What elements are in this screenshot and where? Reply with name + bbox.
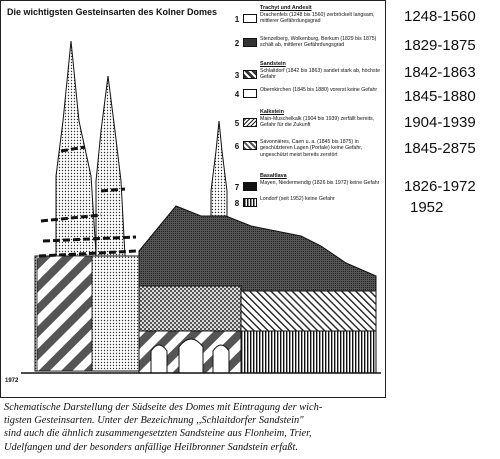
annotation-4: 1845-1880 (404, 88, 476, 105)
swatch-black (243, 182, 257, 191)
legend-heading-basaltlava: Basaltlava (260, 173, 287, 179)
legend-item-1 (233, 12, 385, 38)
caption-line: Schematische Darstellung der Südseite des Domes mit Eintragung der wich- (4, 402, 323, 413)
figure-title: Die wichtigsten Gesteinsarten des Kolner Domes (7, 7, 218, 17)
annotation-1: 1248-1560 (404, 8, 476, 25)
lower-choir (241, 331, 376, 373)
legend-number: 7 (234, 183, 240, 192)
annotation-6: 1845-2875 (404, 140, 476, 157)
caption-line: tigsten Gesteinsarten. Unter der Bezeichnung ,,Schlaitdorfer Sandstein" (4, 415, 304, 427)
annotation-8: 1952 (410, 199, 444, 216)
annotation-7: 1826-1972 (404, 178, 476, 195)
legend-number: 1 (234, 15, 240, 24)
legend-text: Main-Muschelkalk (1904 bis 1939) zerfällt bereits, Gefahr für die Zukunft (260, 116, 375, 129)
annotation-3: 1842-1863 (404, 64, 476, 81)
legend-heading-trachyt: Trachyt und Andesit (260, 5, 312, 11)
swatch-blank (243, 89, 257, 98)
legend-item-4 (233, 87, 385, 113)
legend-number: 6 (234, 142, 240, 151)
legend-item-8 (233, 196, 385, 222)
legend-text: Londorf (seit 1952) keine Gefahr (260, 196, 335, 202)
swatch-vertical (243, 198, 257, 207)
figure-caption (4, 401, 498, 454)
legend-item-6 (233, 139, 385, 165)
swatch-diagonal (243, 141, 257, 150)
legend-heading-kalkstein: Kalkstein (260, 109, 284, 115)
caption-line: sind auch die ähnlich zusammengesetzten Sandsteine aus Flonheim, Trier, (4, 428, 312, 440)
caption-line: Udelfangen und der besonders anfällige Heilbronner Sandstein erfaßt. (4, 441, 298, 453)
nave-wall (139, 286, 241, 336)
legend-number: 3 (234, 71, 240, 80)
legend-number: 2 (234, 39, 240, 48)
swatch-dense (243, 38, 257, 47)
legend-text: Drachenfels (1248 bis 1560) zerbröckelt langsam, mittlerer Gefährdungsgrad (260, 12, 375, 25)
legend-number: 8 (234, 199, 240, 208)
year-mark: 1972 (5, 378, 19, 384)
annotation-2: 1829-1875 (404, 37, 476, 54)
annotation-5: 1904-1939 (404, 114, 476, 131)
legend-text: Mayen, Niedermendig (1826 bis 1972) keine Gefahr (260, 180, 380, 186)
swatch-hatch (243, 70, 257, 79)
tower-lower-diagonal (37, 256, 92, 371)
legend-number: 4 (234, 90, 240, 99)
swatch-thin-lines (243, 118, 257, 127)
swatch-dots (243, 14, 257, 23)
legend-text: Schlaitdorf (1842 bis 1863) sandet stark ab, höchste Gefahr (260, 68, 380, 81)
legend-number: 5 (234, 119, 240, 128)
legend-heading-sandstein: Sandstein (260, 61, 286, 67)
choir-wall (241, 291, 376, 331)
legend-item-2 (233, 36, 385, 62)
legend-text: Obernkirchen (1845 bis 1880) vorerst keine Gefahr (260, 87, 378, 93)
legend-text: Savonnières, Caen u. a. (1845 bis 1875) in geschützteren Lagen (Portale) keine Gefahr, ungeschützt meist bereits zerstört (260, 139, 363, 158)
legend-text: Stenzelberg, Wolkenburg, Berkum (1829 bis 1875) schält ab, mittlerer Gefährdungsgrad (260, 36, 377, 49)
